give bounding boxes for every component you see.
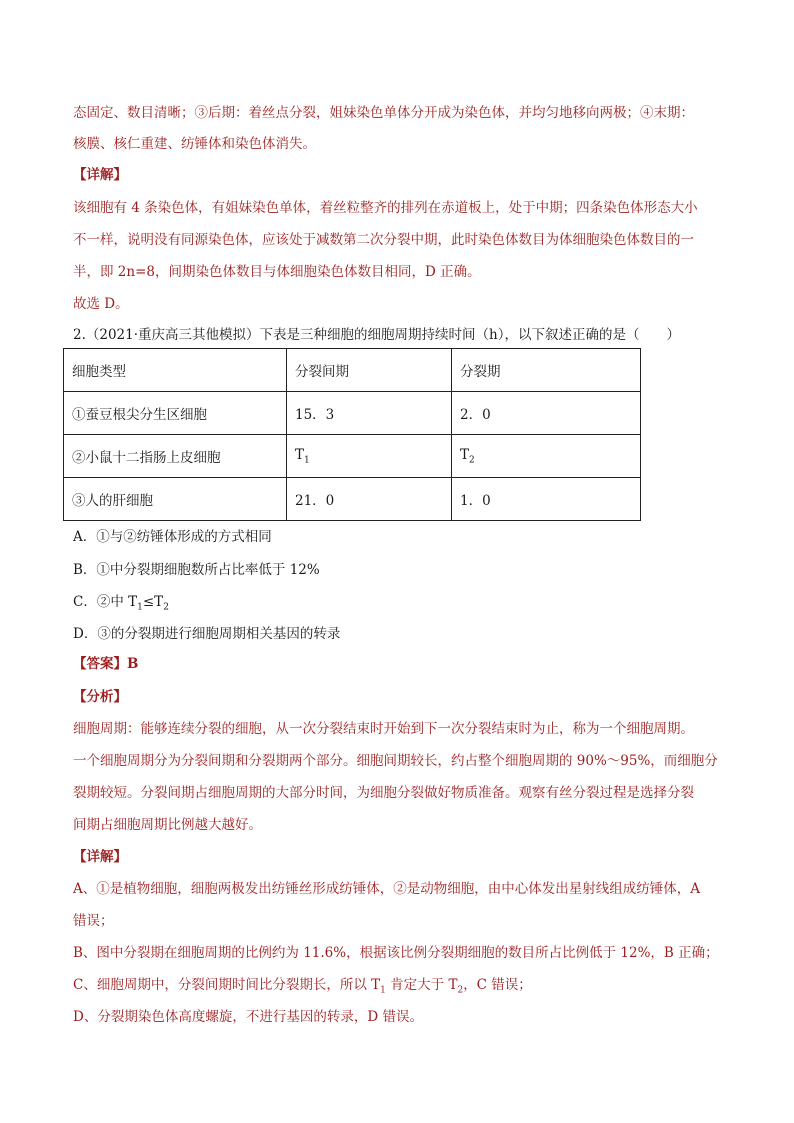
prev-analysis-line: 态固定、数目清晰；③后期：着丝点分裂，姐妹染色单体分开成为染色体，并均匀地移向两极；④末期： <box>73 105 694 121</box>
detail-line-c <box>73 976 733 1000</box>
table-row <box>64 392 641 435</box>
detail-line: A、①是植物细胞，细胞两极发出纺锤丝形成纺锤体，②是动物细胞，由中心体发出星射线组成纺锤体，A <box>73 881 700 897</box>
prev-detail-line: 半，即 2n=8，间期染色体数目与体细胞染色体数目相同，D 正确。 <box>73 264 481 280</box>
t1-symbol: T <box>295 446 305 463</box>
prev-detail-line: 不一样，说明没有同源染色体，应该处于减数第二次分裂中期，此时染色体数目为体细胞染色体数目的一 <box>73 232 694 248</box>
option-b: B．①中分裂期细胞数所占比率低于 12% <box>73 562 320 578</box>
detail-c-sub: 1 <box>380 985 386 996</box>
table-cell: 2．0 <box>452 392 641 435</box>
analysis-line: 裂期较短。分裂间期占细胞周期的大部分时间，为细胞分裂做好物质准备。观察有丝分裂过程是选择分裂 <box>73 785 694 801</box>
table-cell: ①蚕豆根尖分生区细胞 <box>64 392 287 435</box>
detail-c-text: ，C 错误； <box>463 977 532 993</box>
table-header-cell: 分裂期 <box>452 349 641 392</box>
detail-c-text: 肯定大于 T <box>385 977 458 993</box>
table-header-row <box>64 349 641 392</box>
table-header-cell: 细胞类型 <box>64 349 287 392</box>
detail-line: D、分裂期染色体高度螺旋，不进行基因的转录，D 错误。 <box>73 1009 423 1025</box>
table-row <box>64 435 641 478</box>
prev-detail-line: 该细胞有 4 条染色体，有姐妹染色单体，着丝粒整齐的排列在赤道板上，处于中期；四条染色体形态大小 <box>73 200 698 216</box>
cell-cycle-table <box>63 348 641 521</box>
table-cell: 21．0 <box>287 478 452 521</box>
table-cell: ②小鼠十二指肠上皮细胞 <box>64 435 287 478</box>
analysis-line: 间期占细胞周期比例越大越好。 <box>73 817 262 833</box>
table-header-cell: 分裂间期 <box>287 349 452 392</box>
detail-line: 错误； <box>73 913 114 929</box>
table-cell <box>287 435 452 478</box>
analysis-line: 一个细胞周期分为分裂间期和分裂期两个部分。细胞间期较长，约占整个细胞周期的 90%～95%，而细胞分 <box>73 753 718 769</box>
option-c-sub: 2 <box>163 602 169 613</box>
prev-detail-heading: 【详解】 <box>73 167 127 183</box>
option-c-text: C．②中 T <box>73 594 138 610</box>
option-d: D．③的分裂期进行细胞周期相关基因的转录 <box>73 626 341 642</box>
detail-line: B、图中分裂期在细胞周期的比例约为 11.6%，根据该比例分裂期细胞的数目所占比例低于 12%，B 正确； <box>73 945 719 961</box>
detail-c-sub: 2 <box>457 985 464 996</box>
question-stem: 2.（2021·重庆高三其他模拟）下表是三种细胞的细胞周期持续时间（h），以下叙述正确的是（ ） <box>73 327 680 343</box>
prev-detail-conclusion: 故选 D。 <box>73 296 129 312</box>
table-cell: 15．3 <box>287 392 452 435</box>
t2-symbol: T <box>460 446 470 463</box>
analysis-heading: 【分析】 <box>73 689 127 705</box>
table-cell: ③人的肝细胞 <box>64 478 287 521</box>
analysis-line: 细胞周期：能够连续分裂的细胞，从一次分裂结束时开始到下一次分裂结束时为止，称为一个细胞周期。 <box>73 721 694 737</box>
option-c-text: ≤T <box>142 594 164 610</box>
option-c-sub: 1 <box>137 602 143 613</box>
t2-subscript: 2 <box>469 455 475 466</box>
answer-label: 【答案】B <box>73 656 139 672</box>
option-a: A．①与②纺锤体形成的方式相同 <box>73 529 272 545</box>
t1-subscript: 1 <box>304 455 310 466</box>
detail-c-text: C、细胞周期中，分裂间期时间比分裂期长，所以 T <box>73 977 381 993</box>
option-c <box>73 593 733 617</box>
detail-heading: 【详解】 <box>73 849 127 865</box>
table-cell <box>452 435 641 478</box>
prev-analysis-line: 核膜、核仁重建、纺锤体和染色体消失。 <box>73 136 316 152</box>
table-row <box>64 478 641 521</box>
table-cell: 1．0 <box>452 478 641 521</box>
